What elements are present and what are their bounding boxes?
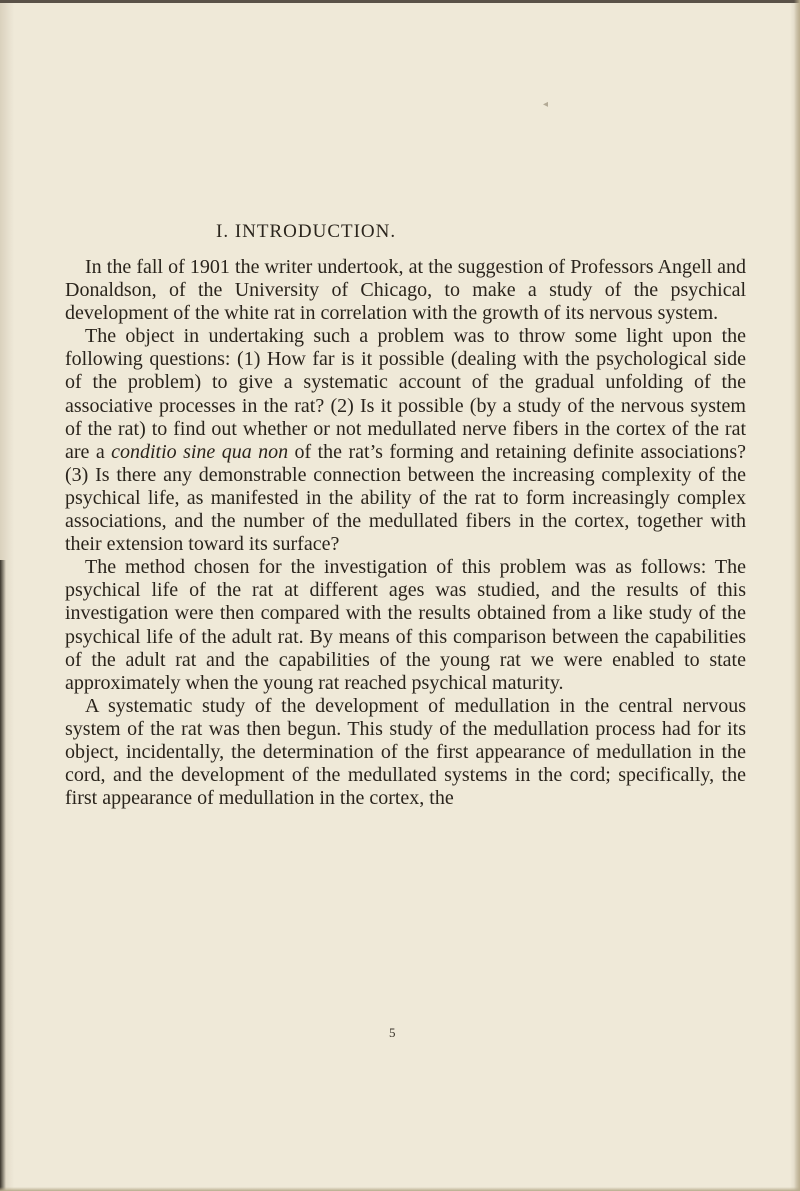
paragraph-3: The method chosen for the investigation of this problem was as follows: The psychical life of the rat at different ages was studied, and the results of this investigation were then compared with the results obtained from a like study of the psychical life of the adult rat. By means of this comparison between the capabilities of the adult rat and the capabilities of the young rat we were enabled to state approximately when the young rat reached psychical maturity.: [65, 556, 746, 694]
paragraph-1: In the fall of 1901 the writer undertook, at the suggestion of Professors Angell and Donaldson, of the University of Chicago, to make a study of the psychical development of the white rat in correlation with the growth of its nervous system.: [65, 256, 746, 325]
paragraph-2: [65, 325, 746, 556]
page-right-edge: [794, 0, 800, 1191]
margin-mark: ◂: [543, 99, 549, 110]
page-number: 5: [389, 1025, 396, 1040]
section-heading: I. INTRODUCTION.: [216, 221, 397, 242]
paragraph-4: A systematic study of the development of medullation in the central nervous system of the rat was then begun. This study of the medullation process had for its object, incidentally, the determination of the first appearance of medullation in the cord, and the development of the medullated systems in the cord; specifically, the first appearance of medullation in the cortex, the: [65, 694, 746, 810]
paragraph-2-part-1: The object in undertaking such a problem was to throw some light upon the following questions: (1) How far is it possible (dealing with the psychological side of the problem) to give a systematic account of the gradual unfolding of the associative processes in the rat? (2) Is it possible (by a study of the nervous system of the rat) to find out whether or not medullated nerve fibers in the cortex of the rat are a: [65, 325, 746, 463]
page-left-shadow: [0, 560, 6, 1191]
paragraph-2-part-2: of the rat’s forming and retaining definite associations? (3) Is there any demonstrable connection between the increasing complexity of the psychical life, as manifested in the ability of the rat to form increasingly complex associations, and the number of the medullated fibers in the cortex, together with their extension toward its surface?: [65, 440, 746, 556]
italic-latin-phrase: conditio sine qua non: [111, 440, 289, 463]
body-text: [65, 256, 746, 810]
page-top-edge: [0, 0, 800, 3]
page-bottom-edge: [0, 1187, 800, 1191]
